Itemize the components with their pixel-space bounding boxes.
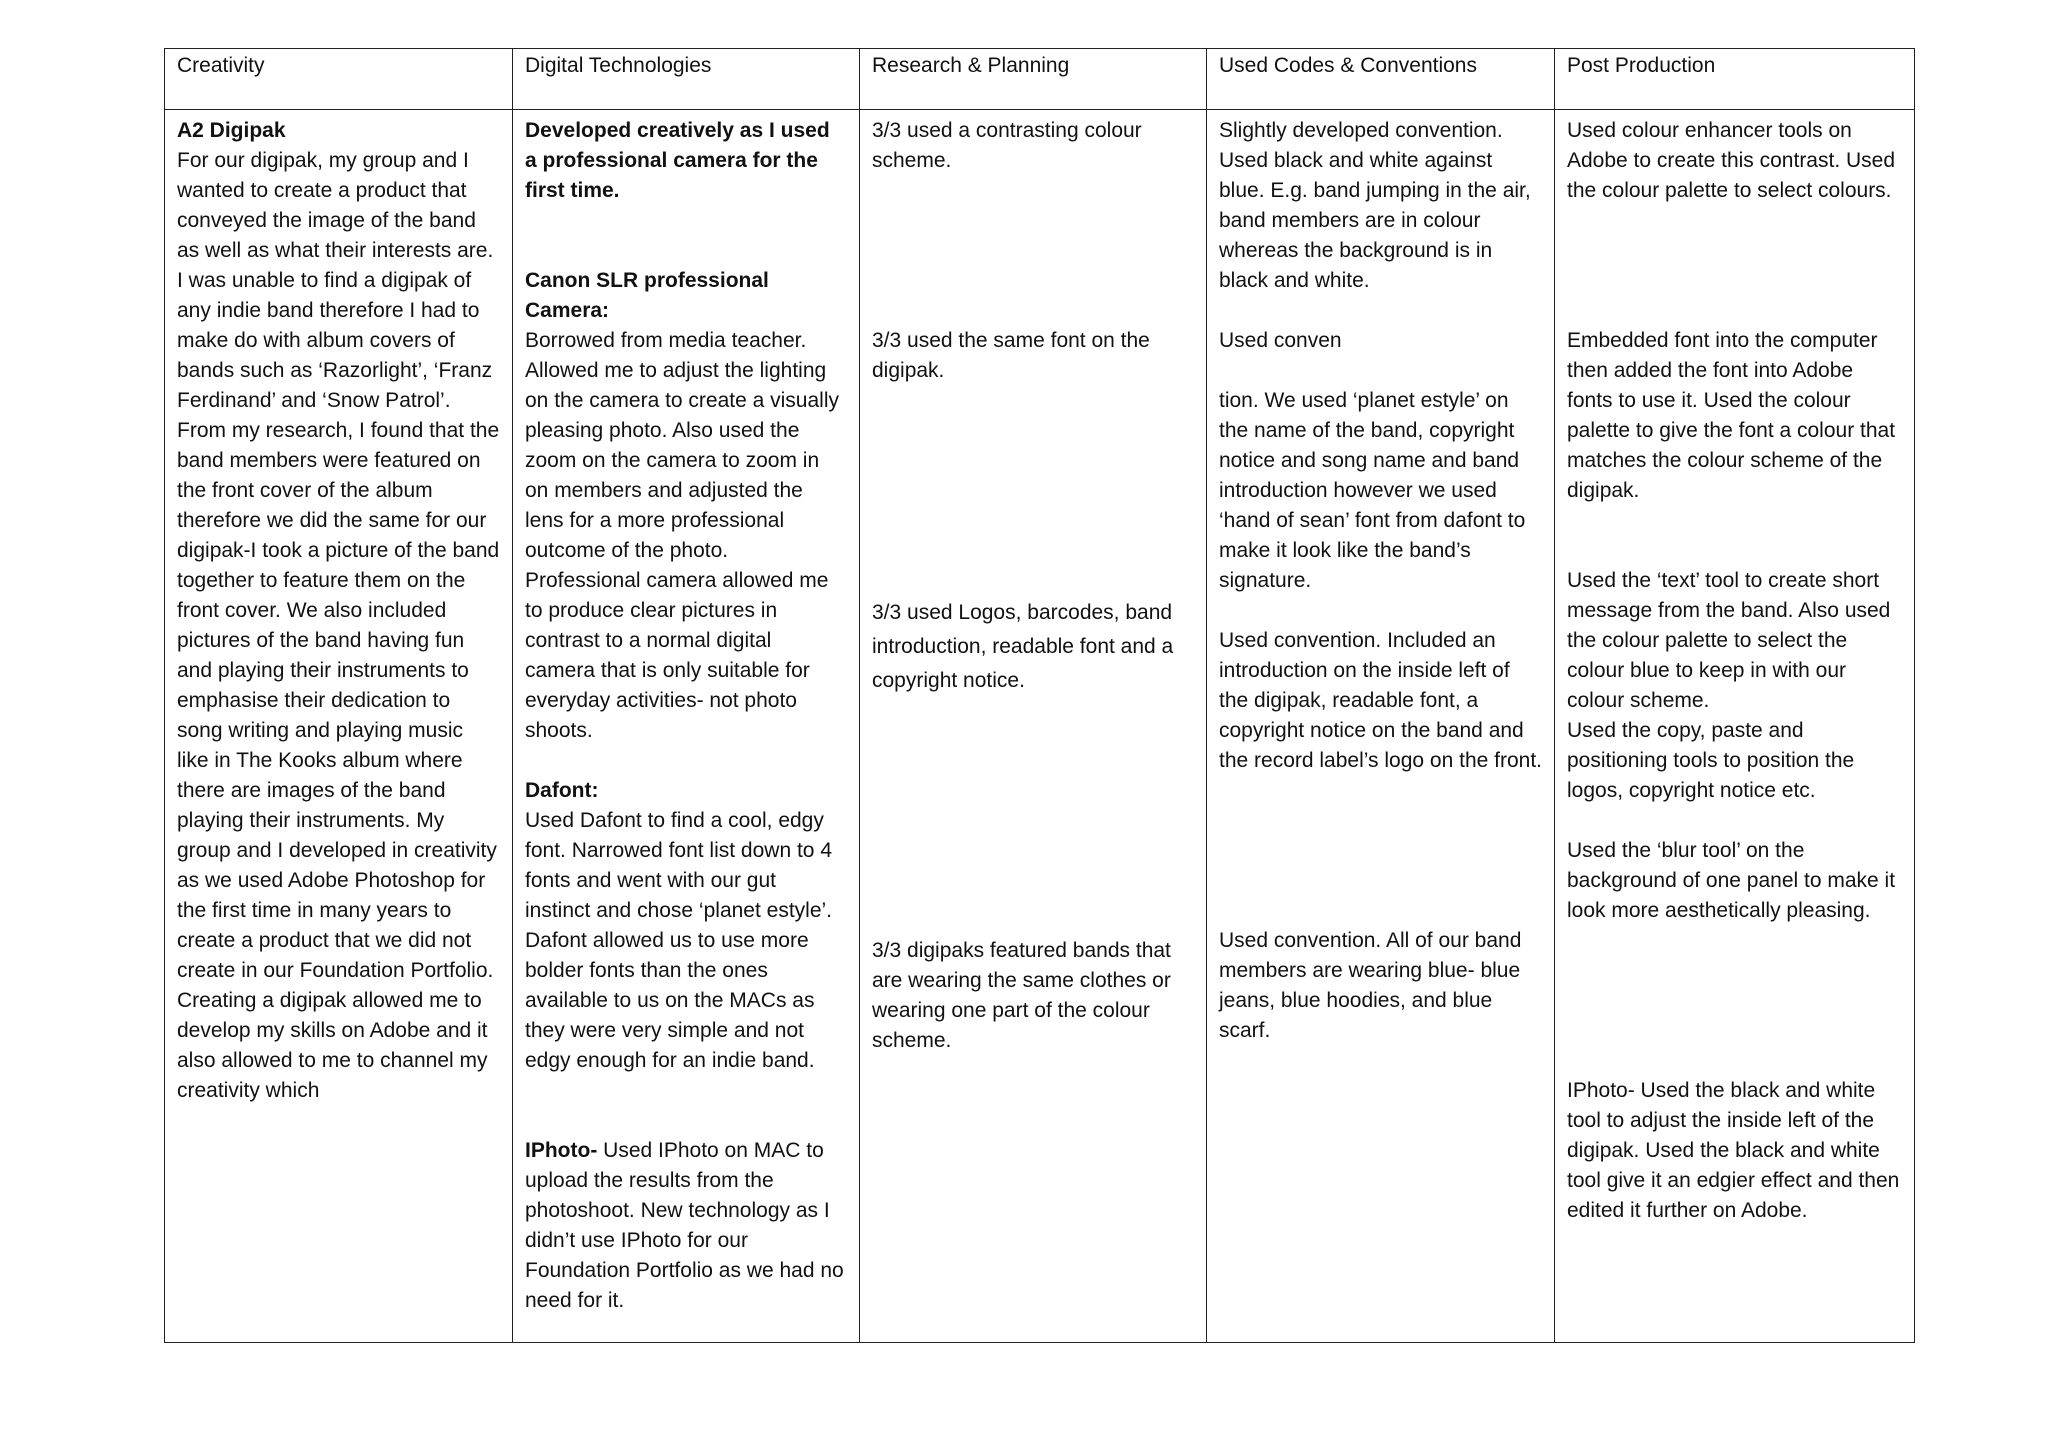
content-row [165, 110, 1915, 1343]
research-1: 3/3 used a contrasting colour scheme. [872, 119, 1142, 172]
convention-2b: tion. We used ‘planet estyle’ on the name of the band, copyright notice and song name and band introduction however we used ‘hand of sean’ font from dafont to make it look like the band’s signature. [1219, 389, 1526, 592]
iphoto-title: IPhoto- [525, 1139, 598, 1162]
digital-technologies-cell [513, 110, 860, 1343]
evaluation-table [164, 48, 1915, 1343]
dafont-text: Used Dafont to find a cool, edgy font. Narrowed font list down to 4 fonts and went with our gut instinct and chose ‘planet estyle’. Dafont allowed us to use more bolder fonts than the ones available to us on the MACs as they were very simple and not edgy enough for an indie band. [525, 809, 833, 1072]
post-5: Used the ‘blur tool’ on the background of one panel to make it look more aesthetically pleasing. [1567, 839, 1896, 922]
header-research-planning: Research & Planning [860, 49, 1207, 110]
convention-3: Used convention. Included an introduction on the inside left of the digipak, readable font, a copyright notice on the band and the record label’s logo on the front. [1219, 629, 1542, 772]
post-4: Used the copy, paste and positioning tools to position the logos, copyright notice etc. [1567, 719, 1855, 802]
convention-2a: Used conven [1219, 329, 1342, 352]
convention-4: Used convention. All of our band members are wearing blue- blue jeans, blue hoodies, and blue scarf. [1219, 929, 1522, 1042]
digital-intro: Developed creatively as I used a professional camera for the first time. [525, 119, 830, 202]
header-post-production: Post Production [1555, 49, 1915, 110]
codes-conventions-cell [1207, 110, 1555, 1343]
creativity-title: A2 Digipak [177, 119, 286, 142]
post-3: Used the ‘text’ tool to create short message from the band. Also used the colour palette to select the colour blue to keep in with our colour scheme. [1567, 569, 1891, 712]
header-codes-conventions: Used Codes & Conventions [1207, 49, 1555, 110]
post-1: Used colour enhancer tools on Adobe to create this contrast. Used the colour palette to select colours. [1567, 119, 1896, 202]
canon-text: Borrowed from media teacher. Allowed me to adjust the lighting on the camera to create a visually pleasing photo. Also used the zoom on the camera to zoom in on members and adjusted the lens for a more professional outcome of the photo. Professional camera allowed me to produce clear pictures in contrast to a normal digital camera that is only suitable for everyday activities- not photo shoots. [525, 329, 839, 742]
post-production-cell [1555, 110, 1915, 1343]
research-2: 3/3 used the same font on the digipak. [872, 329, 1150, 382]
post-6: IPhoto- Used the black and white tool to adjust the inside left of the digipak. Used the black and white tool give it an edgier effect and then edited it further on Adobe. [1567, 1079, 1900, 1222]
canon-title: Canon SLR professional Camera: [525, 269, 769, 322]
header-row [165, 49, 1915, 110]
header-creativity: Creativity [165, 49, 513, 110]
research-planning-cell [860, 110, 1207, 1343]
post-2: Embedded font into the computer then added the font into Adobe fonts to use it. Used the colour palette to give the font a colour that matches the colour scheme of the digipak. [1567, 329, 1896, 502]
creativity-text: For our digipak, my group and I wanted to create a product that conveyed the image of the band as well as what their interests are. I was unable to find a digipak of any indie band therefore I had to make do with album covers of bands such as ‘Razorlight’, ‘Franz Ferdinand’ and ‘Snow Patrol’. From my research, I found that the band members were featured on the front cover of the album therefore we did the same for our digipak-I took a picture of the band together to feature them on the front cover. We also included pictures of the band having fun and playing their instruments to emphasise their dedication to song writing and playing music like in The Kooks album where there are images of the band playing their instruments. My group and I developed in creativity as we used Adobe Photoshop for the first time in many years to create a product that we did not create in our Foundation Portfolio. [177, 149, 500, 982]
research-3: 3/3 used Logos, barcodes, band introduction, readable font and a copyright notice. [872, 601, 1174, 692]
dafont-title: Dafont: [525, 779, 599, 802]
header-digital-technologies: Digital Technologies [513, 49, 860, 110]
convention-1: Slightly developed convention. Used black and white against blue. E.g. band jumping in the air, band members are in colour whereas the background is in black and white. [1219, 119, 1531, 292]
iphoto-text: Used IPhoto on MAC to upload the results from the photoshoot. New technology as I didn’t use IPhoto for our Foundation Portfolio as we had no need for it. [525, 1139, 844, 1312]
research-4: 3/3 digipaks featured bands that are wearing the same clothes or wearing one part of the colour scheme. [872, 939, 1171, 1052]
creativity-text-2: Creating a digipak allowed me to develop my skills on Adobe and it also allowed to me to channel my creativity which [177, 989, 488, 1102]
iphoto-paragraph [525, 1136, 847, 1316]
creativity-cell [165, 110, 513, 1343]
